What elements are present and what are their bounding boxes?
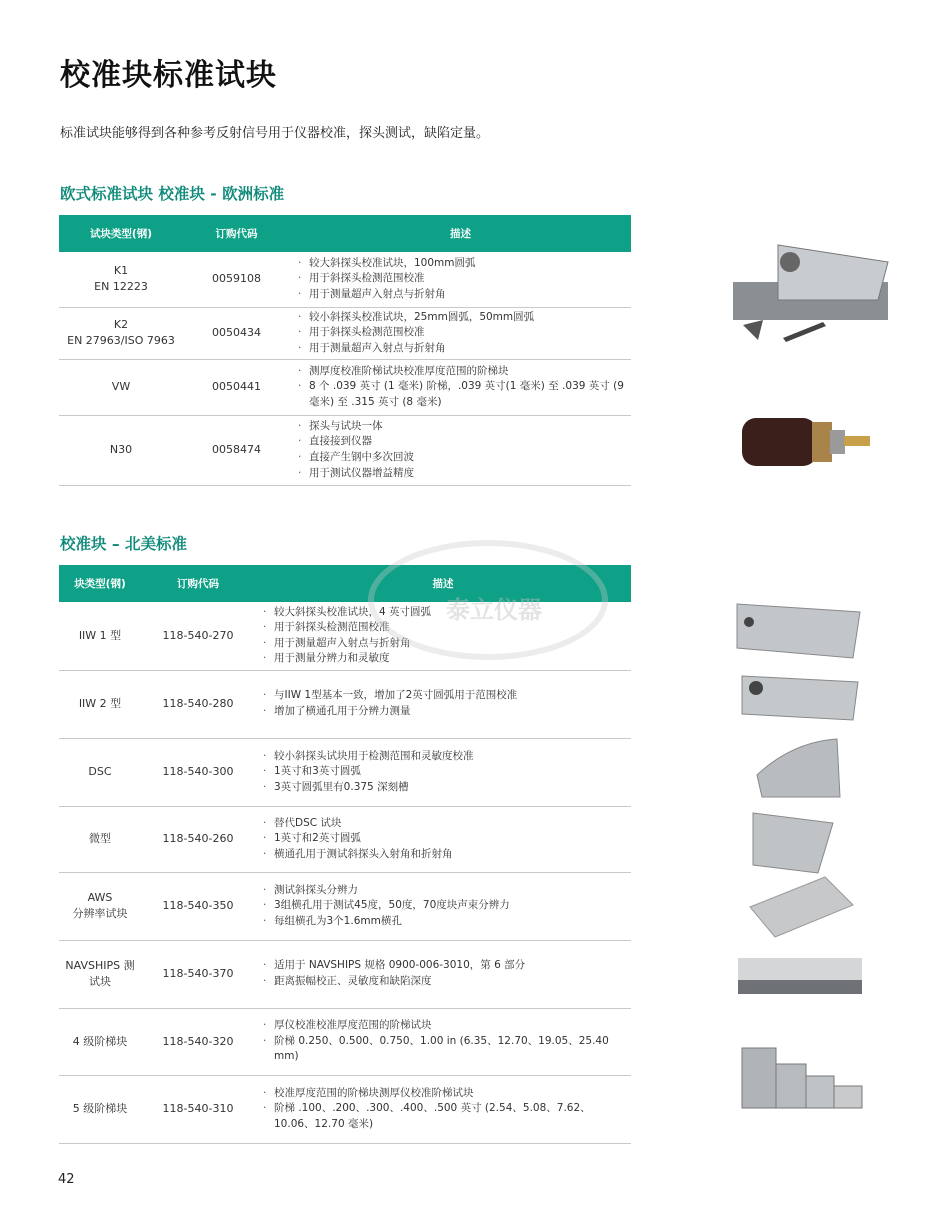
cell-type [59, 602, 141, 670]
intro-text: 标准试块能够得到各种参考反射信号用于仪器校准，探头测试，缺陷定量。 [60, 126, 490, 141]
desc-item: · 用于测试仪器增益精度 [298, 466, 627, 482]
table-row [59, 1008, 631, 1075]
type-line: AWS [87, 891, 113, 904]
desc-item: · 较小斜探头试块用于检测范围和灵敏度校准 [263, 749, 627, 765]
type-line: EN 27963/ISO 7963 [67, 334, 175, 347]
desc-item: · 3组横孔用于测试45度，50度，70度块声束分辨力 [263, 898, 627, 914]
col-header-type: 块类型(钢) [59, 565, 141, 602]
desc-item: · 8 个 .039 英寸 (1 毫米) 阶梯，.039 英寸(1 毫米) 至 .039 英寸 (9 毫米) 至 .315 英寸 (8 毫米) [298, 379, 627, 410]
table-row [59, 670, 631, 738]
cell-desc [255, 872, 631, 940]
desc-list [263, 688, 627, 719]
section-title-na: 校准块 – 北美标准 [60, 535, 188, 553]
cell-desc [290, 415, 631, 485]
desc-list [263, 1018, 627, 1065]
desc-item: · 较小斜探头校准试块，25mm圆弧，50mm圆弧 [298, 310, 627, 326]
cell-type [59, 252, 183, 307]
desc-item: · 探头与试块一体 [298, 419, 627, 435]
type-line: 分辨率试块 [72, 907, 128, 920]
cell-desc [255, 1075, 631, 1143]
cell-type [59, 415, 183, 485]
desc-item: · 3英寸圆弧里有0.375 深刻槽 [263, 780, 627, 796]
type-line: DSC [88, 765, 112, 778]
cell-code: 118-540-310 [141, 1075, 255, 1143]
step-block-image [740, 1044, 865, 1112]
table-row [59, 415, 631, 485]
type-line: K1 [113, 264, 129, 278]
type-line: 微型 [89, 832, 111, 845]
cell-code: 118-540-300 [141, 738, 255, 806]
cell-code: 118-540-280 [141, 670, 255, 738]
navships-block-image [736, 956, 864, 996]
desc-item: · 横通孔用于测试斜探头入射角和折射角 [263, 847, 627, 863]
cell-desc [290, 359, 631, 415]
desc-item: · 1英寸和2英寸圆弧 [263, 831, 627, 847]
desc-item: · 用于斜探头检测范围校准 [263, 620, 627, 636]
desc-list [263, 749, 627, 796]
cell-code: 118-540-350 [141, 872, 255, 940]
desc-item: · 校准厚度范围的阶梯块测厚仪校准阶梯试块 [263, 1086, 627, 1102]
type-line: EN 12223 [94, 280, 148, 294]
cell-type [59, 359, 183, 415]
table-row [59, 940, 631, 1008]
k1-block-image [728, 240, 898, 350]
page-title: 校准块标准试块 [60, 58, 277, 93]
mini-block-image [748, 805, 838, 875]
cell-code: 0050441 [183, 359, 290, 415]
cell-code: 118-540-260 [141, 806, 255, 872]
cell-type [59, 670, 141, 738]
table-row [59, 359, 631, 415]
eu-standard-table [59, 215, 631, 486]
cell-code: 118-540-370 [141, 940, 255, 1008]
cell-type [59, 1008, 141, 1075]
type-line: 5 级阶梯块 [72, 1102, 128, 1115]
cell-desc [290, 252, 631, 307]
type-line: N30 [109, 443, 133, 456]
desc-item: · 用于测量超声入射点与折射角 [298, 341, 627, 357]
cell-desc [255, 738, 631, 806]
cell-type [59, 806, 141, 872]
col-header-desc: 描述 [255, 565, 631, 602]
desc-item: · 用于测量分辨力和灵敏度 [263, 651, 627, 667]
desc-item: · 每组横孔为3个1.6mm横孔 [263, 914, 627, 930]
col-header-code: 订购代码 [141, 565, 255, 602]
cell-desc [255, 940, 631, 1008]
cell-type [59, 1075, 141, 1143]
section-title-eu: 欧式标准试块 校准块 - 欧洲标准 [60, 185, 285, 203]
cell-type [59, 307, 183, 359]
cell-desc [290, 307, 631, 359]
type-line: 试块 [89, 975, 111, 988]
desc-item: · 距离振幅校正、灵敏度和缺陷深度 [263, 974, 627, 990]
cell-code: 0058474 [183, 415, 290, 485]
desc-item: · 阶梯 .100、.200、.300、.400、.500 英寸 (2.54、5.08、7.62、10.06、12.70 毫米) [263, 1101, 627, 1132]
table-row [59, 252, 631, 307]
desc-item: · 增加了横通孔用于分辨力测量 [263, 704, 627, 720]
type-line: IIW 2 型 [78, 697, 122, 710]
desc-item: · 替代DSC 试块 [263, 816, 627, 832]
desc-item: · 用于斜探头检测范围校准 [298, 325, 627, 341]
desc-item: · 与IIW 1型基本一致，增加了2英寸圆弧用于范围校准 [263, 688, 627, 704]
table-row [59, 1075, 631, 1143]
iiw1-block-image [735, 600, 865, 662]
desc-item: · 用于测量超声入射点与折射角 [263, 636, 627, 652]
desc-list [298, 256, 627, 303]
desc-list [263, 1086, 627, 1133]
desc-list [298, 364, 627, 411]
desc-item: · 较大斜探头校准试块，100mm圆弧 [298, 256, 627, 272]
cell-desc [255, 806, 631, 872]
desc-list [263, 816, 627, 863]
type-line: K2 [113, 318, 129, 331]
iiw2-block-image [738, 672, 863, 724]
dsc-block-image [752, 737, 847, 807]
desc-item: · 测厚度校准阶梯试块校准厚度范围的阶梯块 [298, 364, 627, 380]
desc-item: · 直接产生钢中多次回波 [298, 450, 627, 466]
table-row [59, 806, 631, 872]
type-line: VW [111, 380, 131, 393]
col-header-code: 订购代码 [183, 215, 290, 252]
type-line: 4 级阶梯块 [72, 1034, 128, 1048]
col-header-desc: 描述 [290, 215, 631, 252]
cell-desc [255, 1008, 631, 1075]
cell-type [59, 738, 141, 806]
watermark-logo [368, 540, 608, 660]
aws-block-image [745, 875, 855, 940]
cell-desc [255, 670, 631, 738]
desc-item: · 阶梯 0.250、0.500、0.750、1.00 in (6.35、12.70、19.05、25.40 mm) [263, 1034, 627, 1065]
page-number: 42 [58, 1172, 75, 1187]
desc-item: · 1英寸和3英寸圆弧 [263, 764, 627, 780]
desc-list [298, 419, 627, 481]
desc-list [263, 958, 627, 989]
type-line: NAVSHIPS 测 [65, 959, 135, 972]
desc-list [298, 310, 627, 357]
desc-item: · 较大斜探头校准试块，4 英寸圆弧 [263, 605, 627, 621]
watermark-text: 泰立仪器 [446, 596, 542, 624]
table-row [59, 738, 631, 806]
cell-code: 0059108 [183, 252, 290, 307]
desc-item: · 适用于 NAVSHIPS 规格 0900-006-3010，第 6 部分 [263, 958, 627, 974]
cell-code: 118-540-270 [141, 602, 255, 670]
table-row [59, 307, 631, 359]
desc-item: · 用于斜探头检测范围校准 [298, 271, 627, 287]
table-row [59, 872, 631, 940]
type-line: IIW 1 型 [78, 628, 122, 642]
cell-code: 118-540-320 [141, 1008, 255, 1075]
desc-item: · 测试斜探头分辨力 [263, 883, 627, 899]
desc-item: · 直接接到仪器 [298, 434, 627, 450]
desc-list [263, 883, 627, 930]
cell-type [59, 872, 141, 940]
col-header-type: 试块类型(钢) [59, 215, 183, 252]
cell-type [59, 940, 141, 1008]
desc-item: · 厚仪校准校准厚度范围的阶梯试块 [263, 1018, 627, 1034]
desc-item: · 用于测量超声入射点与折射角 [298, 287, 627, 303]
n30-probe-image [740, 412, 875, 472]
cell-code: 0050434 [183, 307, 290, 359]
